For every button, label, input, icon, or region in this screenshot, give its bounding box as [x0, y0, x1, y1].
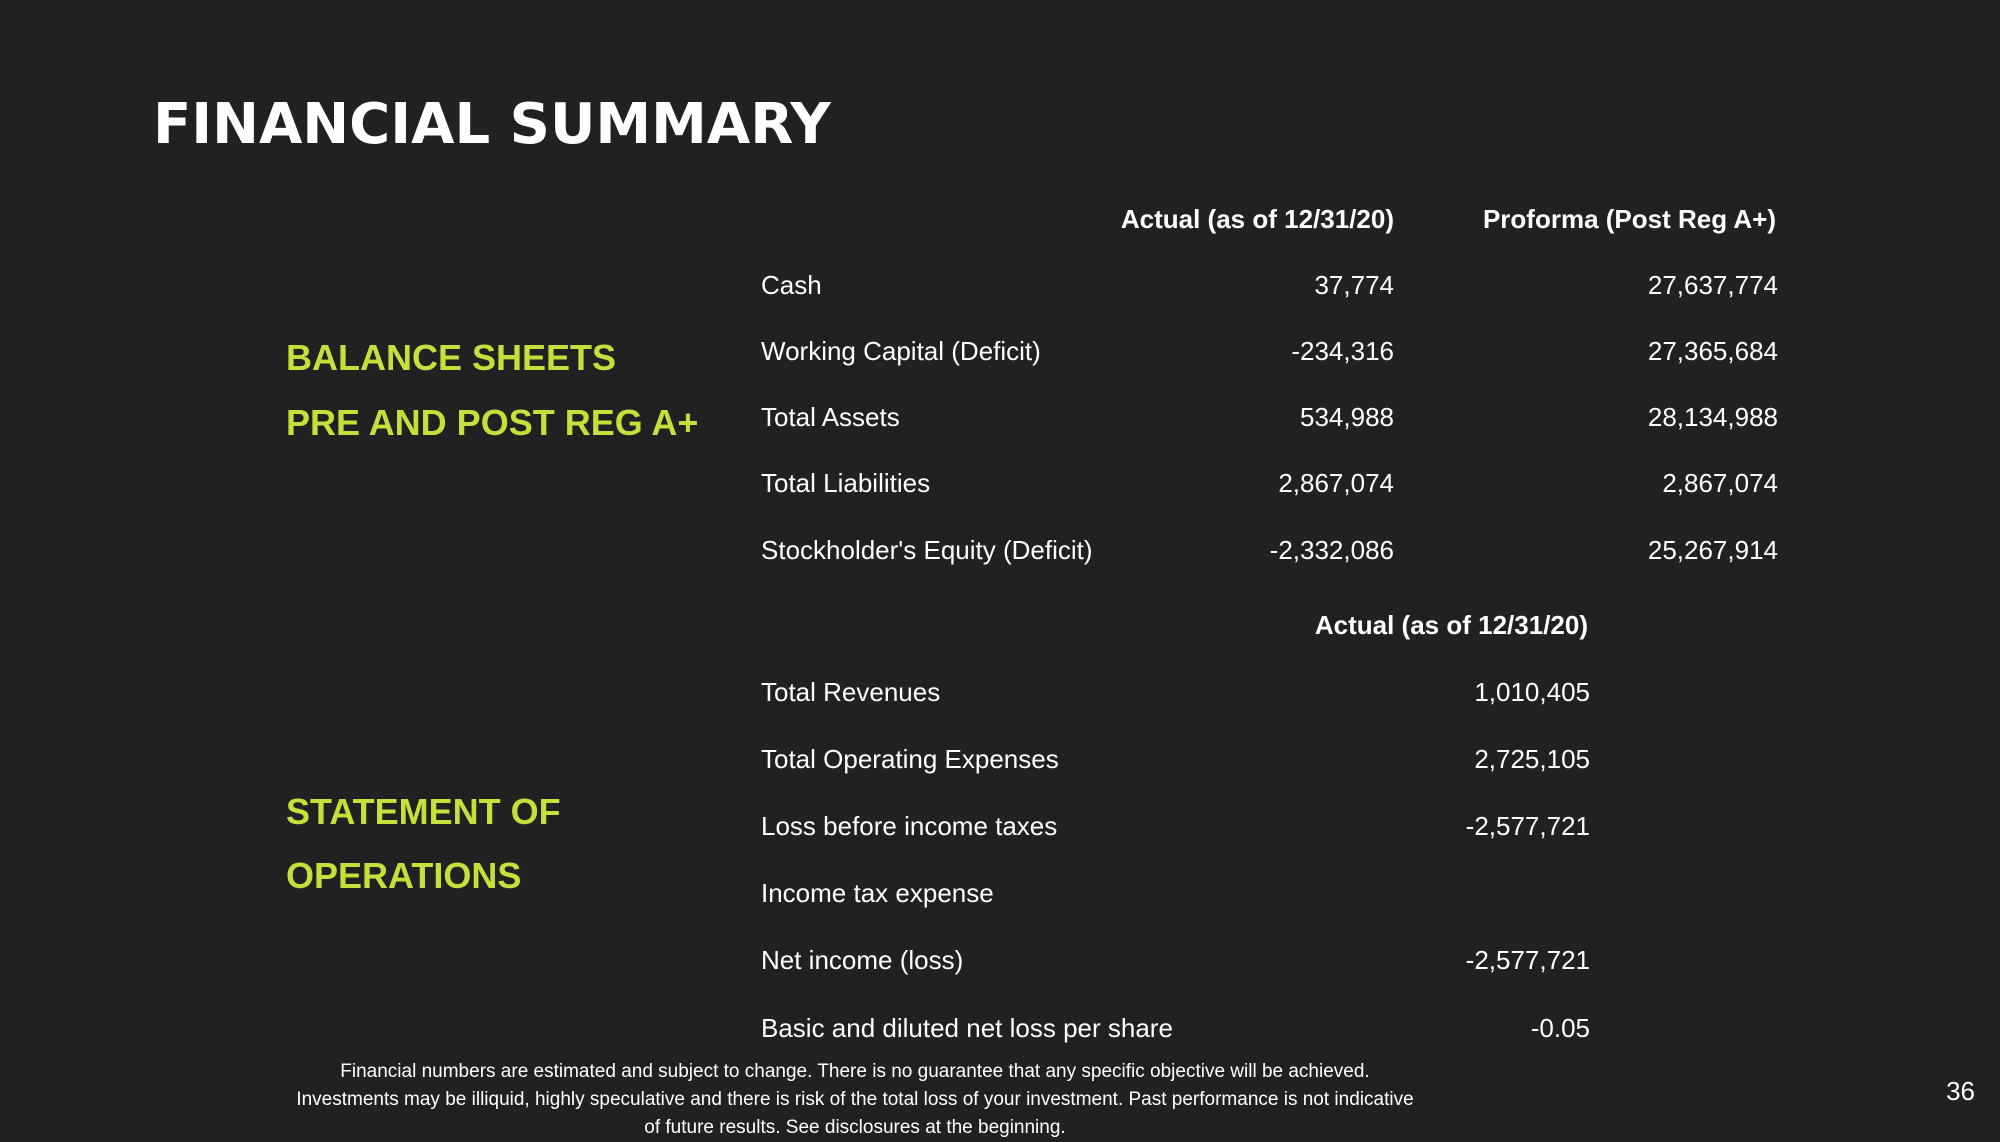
row-label: Basic and diluted net loss per share	[761, 1013, 1173, 1043]
disclaimer-text: Financial numbers are estimated and subject to change. There is no guarantee that any specific objective will be achieved. Investments may be illiquid, highly speculative and there is risk of the total loss of your investment. Past performance is not indicative of future results. See disclosures at the beginning.	[296, 1061, 1414, 1138]
row-value-actual: -2,577,721	[1465, 945, 1590, 975]
operations-section-label-line2: OPERATIONS	[286, 855, 522, 896]
row-value-proforma: 27,637,774	[1647, 270, 1778, 300]
row-label: Cash	[761, 270, 822, 300]
row-value-proforma: 2,867,074	[1662, 468, 1778, 498]
row-label: Loss before income taxes	[761, 811, 1058, 841]
row-value-actual: 1,010,405	[1474, 677, 1590, 707]
row-value-actual: -234,316	[1291, 336, 1394, 366]
balance-section-label-line1: BALANCE SHEETS	[286, 337, 617, 378]
balance-header-proforma: Proforma (Post Reg A+)	[1482, 204, 1776, 234]
balance-header-actual: Actual (as of 12/31/20)	[1120, 204, 1394, 234]
row-label: Working Capital (Deficit)	[761, 336, 1041, 366]
row-value-actual: 2,867,074	[1278, 468, 1394, 498]
row-value-proforma: 27,365,684	[1647, 336, 1778, 366]
row-label: Stockholder's Equity (Deficit)	[761, 535, 1093, 565]
operations-header-actual: Actual (as of 12/31/20)	[1314, 610, 1588, 640]
row-value-proforma: 28,134,988	[1647, 402, 1778, 432]
page-number: 36	[1946, 1076, 1975, 1106]
row-label: Income tax expense	[761, 878, 994, 908]
row-label: Total Liabilities	[761, 468, 931, 498]
row-label: Total Operating Expenses	[761, 744, 1059, 774]
row-value-proforma: 25,267,914	[1647, 535, 1778, 565]
operations-section-label-line1: STATEMENT OF	[286, 791, 561, 832]
row-value-actual: 2,725,105	[1474, 744, 1590, 774]
row-value-actual: -2,332,086	[1269, 535, 1394, 565]
balance-section-label-line2: PRE AND POST REG A+	[286, 402, 699, 443]
row-value-actual: -0.05	[1530, 1013, 1590, 1043]
row-label: Total Assets	[761, 402, 900, 432]
row-value-actual: -2,577,721	[1465, 811, 1590, 841]
row-value-actual: 37,774	[1314, 270, 1394, 300]
page-title: FINANCIAL SUMMARY	[153, 92, 831, 157]
row-label: Net income (loss)	[761, 945, 964, 975]
row-label: Total Revenues	[761, 677, 941, 707]
row-value-actual: 534,988	[1300, 402, 1394, 432]
